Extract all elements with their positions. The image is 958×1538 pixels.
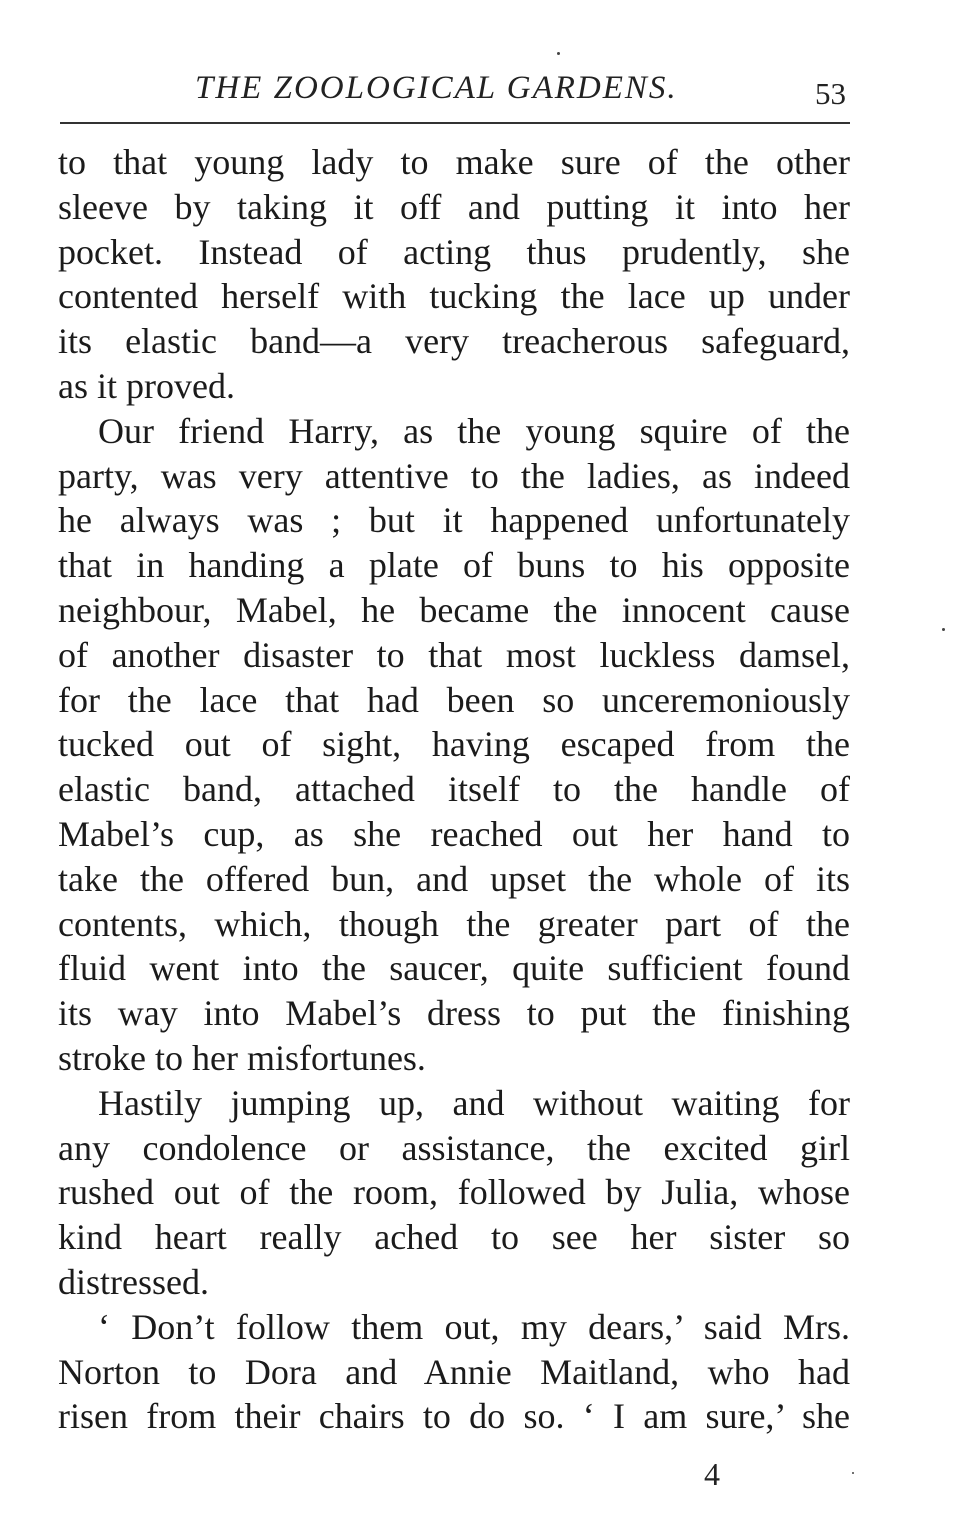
text-line: party, was very attentive to the ladies, as indeed [58,455,850,496]
text-line: ‘ Don’t follow them out, my dears,’ said Mrs. [98,1306,850,1347]
text-line: Hastily jumping up, and without waiting for [98,1082,850,1123]
text-line: its way into Mabel’s dress to put the finishing [58,993,850,1034]
print-speck [942,628,945,631]
header-rule [60,122,850,124]
text-line: its elastic band—a very treacherous safeguard, [58,321,850,362]
running-title: THE ZOOLOGICAL GARDENS. [195,70,678,106]
page-number: 53 [815,76,846,111]
text-line: stroke to her misfortunes. [58,1037,426,1078]
text-line: Our friend Harry, as the young squire of the [98,410,850,451]
text-line: neighbour, Mabel, he became the innocent cause [58,589,850,630]
text-line: tucked out of sight, having escaped from the [58,724,850,765]
text-line: to that young lady to make sure of the other [58,142,850,182]
text-line: elastic band, attached itself to the handle of [58,769,850,810]
text-line: for the lace that had been so unceremoniously [58,679,850,720]
text-line: as it proved. [58,365,235,406]
text-line: Mabel’s cup, as she reached out her hand to [58,813,850,854]
text-line: any condolence or assistance, the excited girl [58,1127,850,1168]
text-line: distressed. [58,1261,209,1302]
text-line: take the offered bun, and upset the whole of its [58,858,850,899]
print-speck [557,52,560,55]
text-line: risen from their chairs to do so. ‘ I am sure,’ she [58,1396,850,1437]
text-line: contented herself with tucking the lace up under [58,276,850,317]
text-line: that in handing a plate of buns to his opposite [58,545,850,586]
body-text [58,140,850,1439]
text-line: Norton to Dora and Annie Maitland, who had [58,1351,850,1392]
print-speck [852,1472,854,1474]
text-line: he always was ; but it happened unfortunately [58,500,850,541]
text-line: sleeve by taking it off and putting it into her [58,186,850,227]
text-line: rushed out of the room, followed by Julia, whose [58,1172,850,1213]
text-line: contents, which, though the greater part of the [58,903,850,944]
text-line: kind heart really ached to see her sister so [58,1217,850,1258]
signature-mark: 4 [704,1456,720,1492]
text-line: of another disaster to that most luckless damsel, [58,634,850,675]
text-line: fluid went into the saucer, quite sufficient found [58,948,850,989]
running-head [0,70,958,120]
text-line: pocket. Instead of acting thus prudently, she [58,231,850,272]
